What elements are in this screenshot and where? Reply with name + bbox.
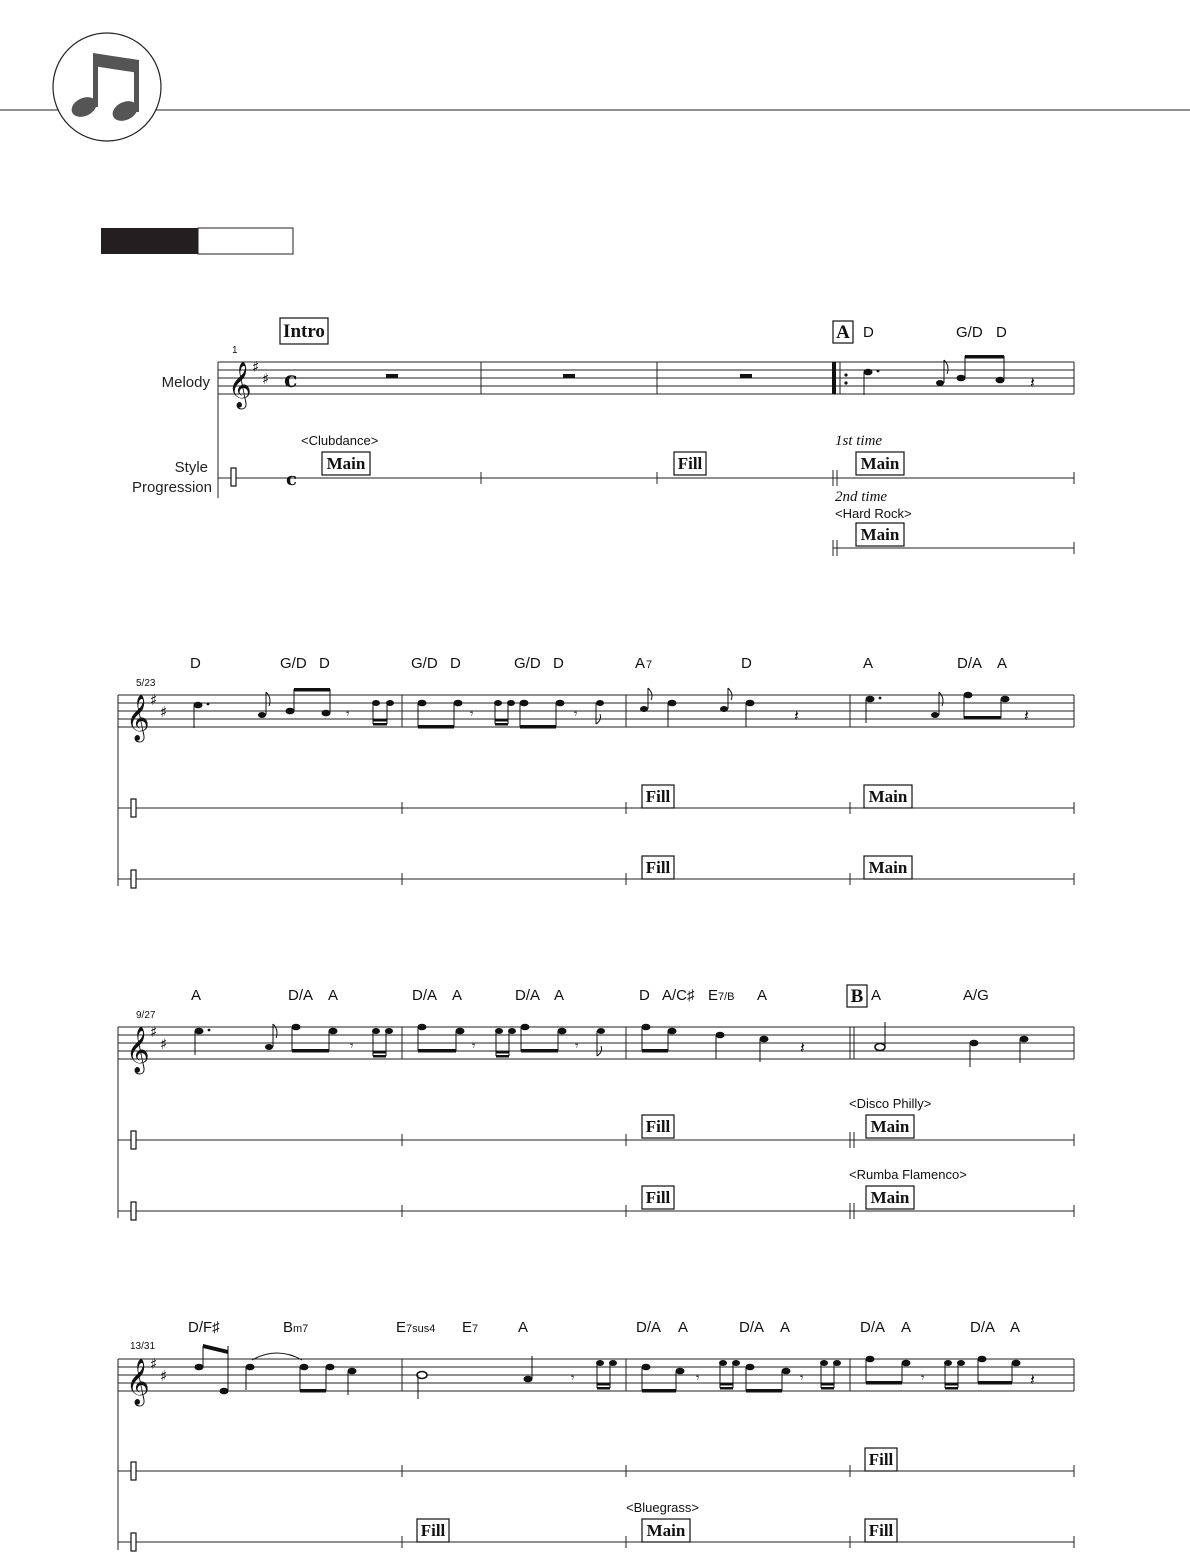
style-name: <Clubdance> — [301, 433, 379, 448]
section-tab-light — [198, 228, 293, 254]
style-name: <Hard Rock> — [835, 506, 912, 521]
chord-symbol: A — [757, 987, 768, 1004]
music-note-icon — [53, 33, 161, 141]
percussion-clef-icon — [131, 1202, 136, 1220]
chord-symbol: D/A — [739, 1319, 765, 1336]
section-label: Fill — [868, 1450, 894, 1469]
treble-clef-icon: 𝄞 — [126, 1359, 150, 1405]
svg-text:𝄾: 𝄾 — [571, 1371, 575, 1386]
chord-symbol: D — [319, 655, 330, 672]
section-label: Main — [870, 1117, 910, 1136]
melody-staff — [218, 362, 1074, 394]
svg-text:𝄽: 𝄽 — [1030, 1370, 1035, 1389]
chord-symbol: A/G — [963, 987, 989, 1004]
chord-symbol: A — [191, 987, 202, 1004]
bar-number: 5/23 — [136, 678, 156, 689]
chord-symbol: G/D — [514, 655, 541, 672]
header — [0, 33, 1190, 141]
chord-symbol: D — [639, 987, 650, 1004]
style-staff — [118, 870, 1074, 888]
chord-symbol: D/A — [957, 655, 983, 672]
chord-symbol: 7/B — [718, 991, 735, 1003]
bar-number: 9/27 — [136, 1010, 156, 1021]
style-staff — [118, 799, 1074, 817]
intro-label: Intro — [283, 321, 325, 342]
percussion-clef-icon — [131, 1462, 136, 1480]
svg-text:𝄾: 𝄾 — [921, 1371, 925, 1386]
percussion-clef-icon — [131, 799, 136, 817]
common-time-icon: c — [286, 469, 297, 490]
svg-text:𝄾: 𝄾 — [346, 707, 350, 722]
chord-symbol: m7 — [293, 1323, 309, 1335]
style-name: <Rumba Flamenco> — [849, 1167, 967, 1182]
chord-symbol: D/A — [636, 1319, 662, 1336]
percussion-clef-icon — [131, 870, 136, 888]
melody-staff — [118, 1359, 1074, 1391]
section-tab-dark — [101, 228, 198, 254]
melody-label: Melody — [161, 374, 210, 391]
system-2 — [118, 655, 1074, 888]
common-time-icon: c — [284, 367, 298, 393]
section-label: Main — [860, 525, 900, 544]
style-staff — [118, 1202, 1074, 1220]
svg-text:𝄽: 𝄽 — [800, 1038, 805, 1057]
treble-clef-icon: 𝄞 — [228, 362, 252, 408]
percussion-clef-icon — [231, 468, 236, 486]
svg-text:𝄾: 𝄾 — [472, 1039, 476, 1054]
chord-symbol: 7sus4 — [406, 1323, 436, 1335]
section-label: Fill — [420, 1521, 446, 1540]
chord-symbol: D — [741, 655, 752, 672]
chord-symbol: A — [452, 987, 463, 1004]
chord-symbol: A — [780, 1319, 791, 1336]
treble-clef-icon: 𝄞 — [126, 1027, 150, 1073]
chord-symbol: E — [462, 1319, 473, 1336]
key-signature-icon: ♯ — [262, 370, 270, 388]
treble-clef-icon: 𝄞 — [126, 695, 150, 741]
chord-symbol: A — [678, 1319, 689, 1336]
melody-staff — [118, 1027, 1074, 1059]
svg-text:𝄾: 𝄾 — [696, 1371, 700, 1386]
style-label: Style — [174, 459, 208, 476]
chord-symbol: D — [553, 655, 564, 672]
section-tab — [101, 228, 293, 254]
system-3 — [118, 985, 1074, 1220]
chord-symbol: A — [901, 1319, 912, 1336]
chord-symbol: A — [871, 987, 882, 1004]
section-label: Main — [870, 1188, 910, 1207]
progression-label: Progression — [131, 479, 212, 496]
style-name: <Bluegrass> — [626, 1500, 699, 1515]
chord-symbol: A — [1010, 1319, 1021, 1336]
time-label: 1st time — [835, 433, 883, 449]
chord-symbol: E — [708, 987, 719, 1004]
chord-symbol: G/D — [956, 324, 983, 341]
section-marker: B — [850, 986, 864, 1007]
whole-rest-icon — [563, 374, 575, 378]
chord-symbol: D — [863, 324, 874, 341]
chord-symbol: A — [554, 987, 565, 1004]
svg-text:𝄽: 𝄽 — [1024, 706, 1029, 725]
chord-symbol: D — [996, 324, 1007, 341]
chord-symbol: A — [635, 655, 646, 672]
chord-symbol: G/D — [280, 655, 307, 672]
chord-symbol: D/A — [412, 987, 438, 1004]
repeat-dot — [844, 381, 847, 384]
chord-symbol: E — [396, 1319, 407, 1336]
system-1 — [218, 318, 1074, 556]
section-label: Main — [860, 454, 900, 473]
section-label: Main — [646, 1521, 686, 1540]
chord-symbol: D/A — [288, 987, 314, 1004]
section-label: Fill — [645, 858, 671, 877]
section-label: Fill — [868, 1521, 894, 1540]
svg-text:𝄾: 𝄾 — [470, 707, 474, 722]
section-label: Fill — [677, 454, 703, 473]
svg-text:𝄾: 𝄾 — [350, 1039, 354, 1054]
section-label: Fill — [645, 1188, 671, 1207]
chord-symbol: D/F♯ — [188, 1319, 220, 1336]
melody-notes — [195, 1022, 1029, 1067]
bar-number: 1 — [232, 345, 238, 356]
repeat-barline — [832, 362, 836, 394]
style-staff — [118, 1533, 1074, 1551]
key-signature-icon: ♯ — [150, 691, 158, 709]
section-label: Main — [868, 858, 908, 877]
percussion-clef-icon — [131, 1131, 136, 1149]
chord-symbol: D/A — [515, 987, 541, 1004]
svg-text:𝄾: 𝄾 — [574, 707, 578, 722]
chord-symbol: D — [190, 655, 201, 672]
chord-symbol: D/A — [970, 1319, 996, 1336]
section-label: Fill — [645, 787, 671, 806]
chord-symbol: A — [863, 655, 874, 672]
bar-number: 13/31 — [130, 1341, 156, 1352]
svg-text:𝄾: 𝄾 — [575, 1039, 579, 1054]
svg-text:𝄽: 𝄽 — [1030, 373, 1035, 392]
section-label: Main — [868, 787, 908, 806]
chord-symbol: A — [328, 987, 339, 1004]
key-signature-icon: ♯ — [252, 358, 260, 376]
chord-symbol: B — [283, 1319, 294, 1336]
melody-notes — [864, 355, 1036, 395]
chord-symbol: D/A — [860, 1319, 886, 1336]
system-4 — [118, 1319, 1074, 1551]
time-label: 2nd time — [835, 489, 888, 505]
key-signature-icon: ♯ — [160, 1035, 168, 1053]
section-label: Fill — [645, 1117, 671, 1136]
key-signature-icon: ♯ — [160, 1367, 168, 1385]
section-label: Main — [326, 454, 366, 473]
repeat-dot — [844, 373, 847, 376]
style-staff — [118, 1462, 1074, 1480]
chord-symbol: 7 — [646, 659, 653, 671]
style-name: <Disco Philly> — [849, 1096, 932, 1111]
chord-symbol: A — [518, 1319, 529, 1336]
chord-symbol: D — [450, 655, 461, 672]
svg-text:𝄽: 𝄽 — [794, 706, 799, 725]
percussion-clef-icon — [131, 1533, 136, 1551]
section-marker: A — [836, 322, 850, 343]
style-staff — [118, 1131, 1074, 1149]
svg-text:𝄾: 𝄾 — [800, 1371, 804, 1386]
key-signature-icon: ♯ — [150, 1355, 158, 1373]
whole-rest-icon — [386, 374, 398, 378]
chord-symbol: A — [997, 655, 1008, 672]
melody-notes — [194, 688, 1030, 729]
whole-rest-icon — [740, 374, 752, 378]
key-signature-icon: ♯ — [160, 703, 168, 721]
chord-symbol: G/D — [411, 655, 438, 672]
chord-symbol: 7 — [472, 1323, 479, 1335]
chord-symbol: A/C♯ — [662, 987, 695, 1004]
key-signature-icon: ♯ — [150, 1023, 158, 1041]
